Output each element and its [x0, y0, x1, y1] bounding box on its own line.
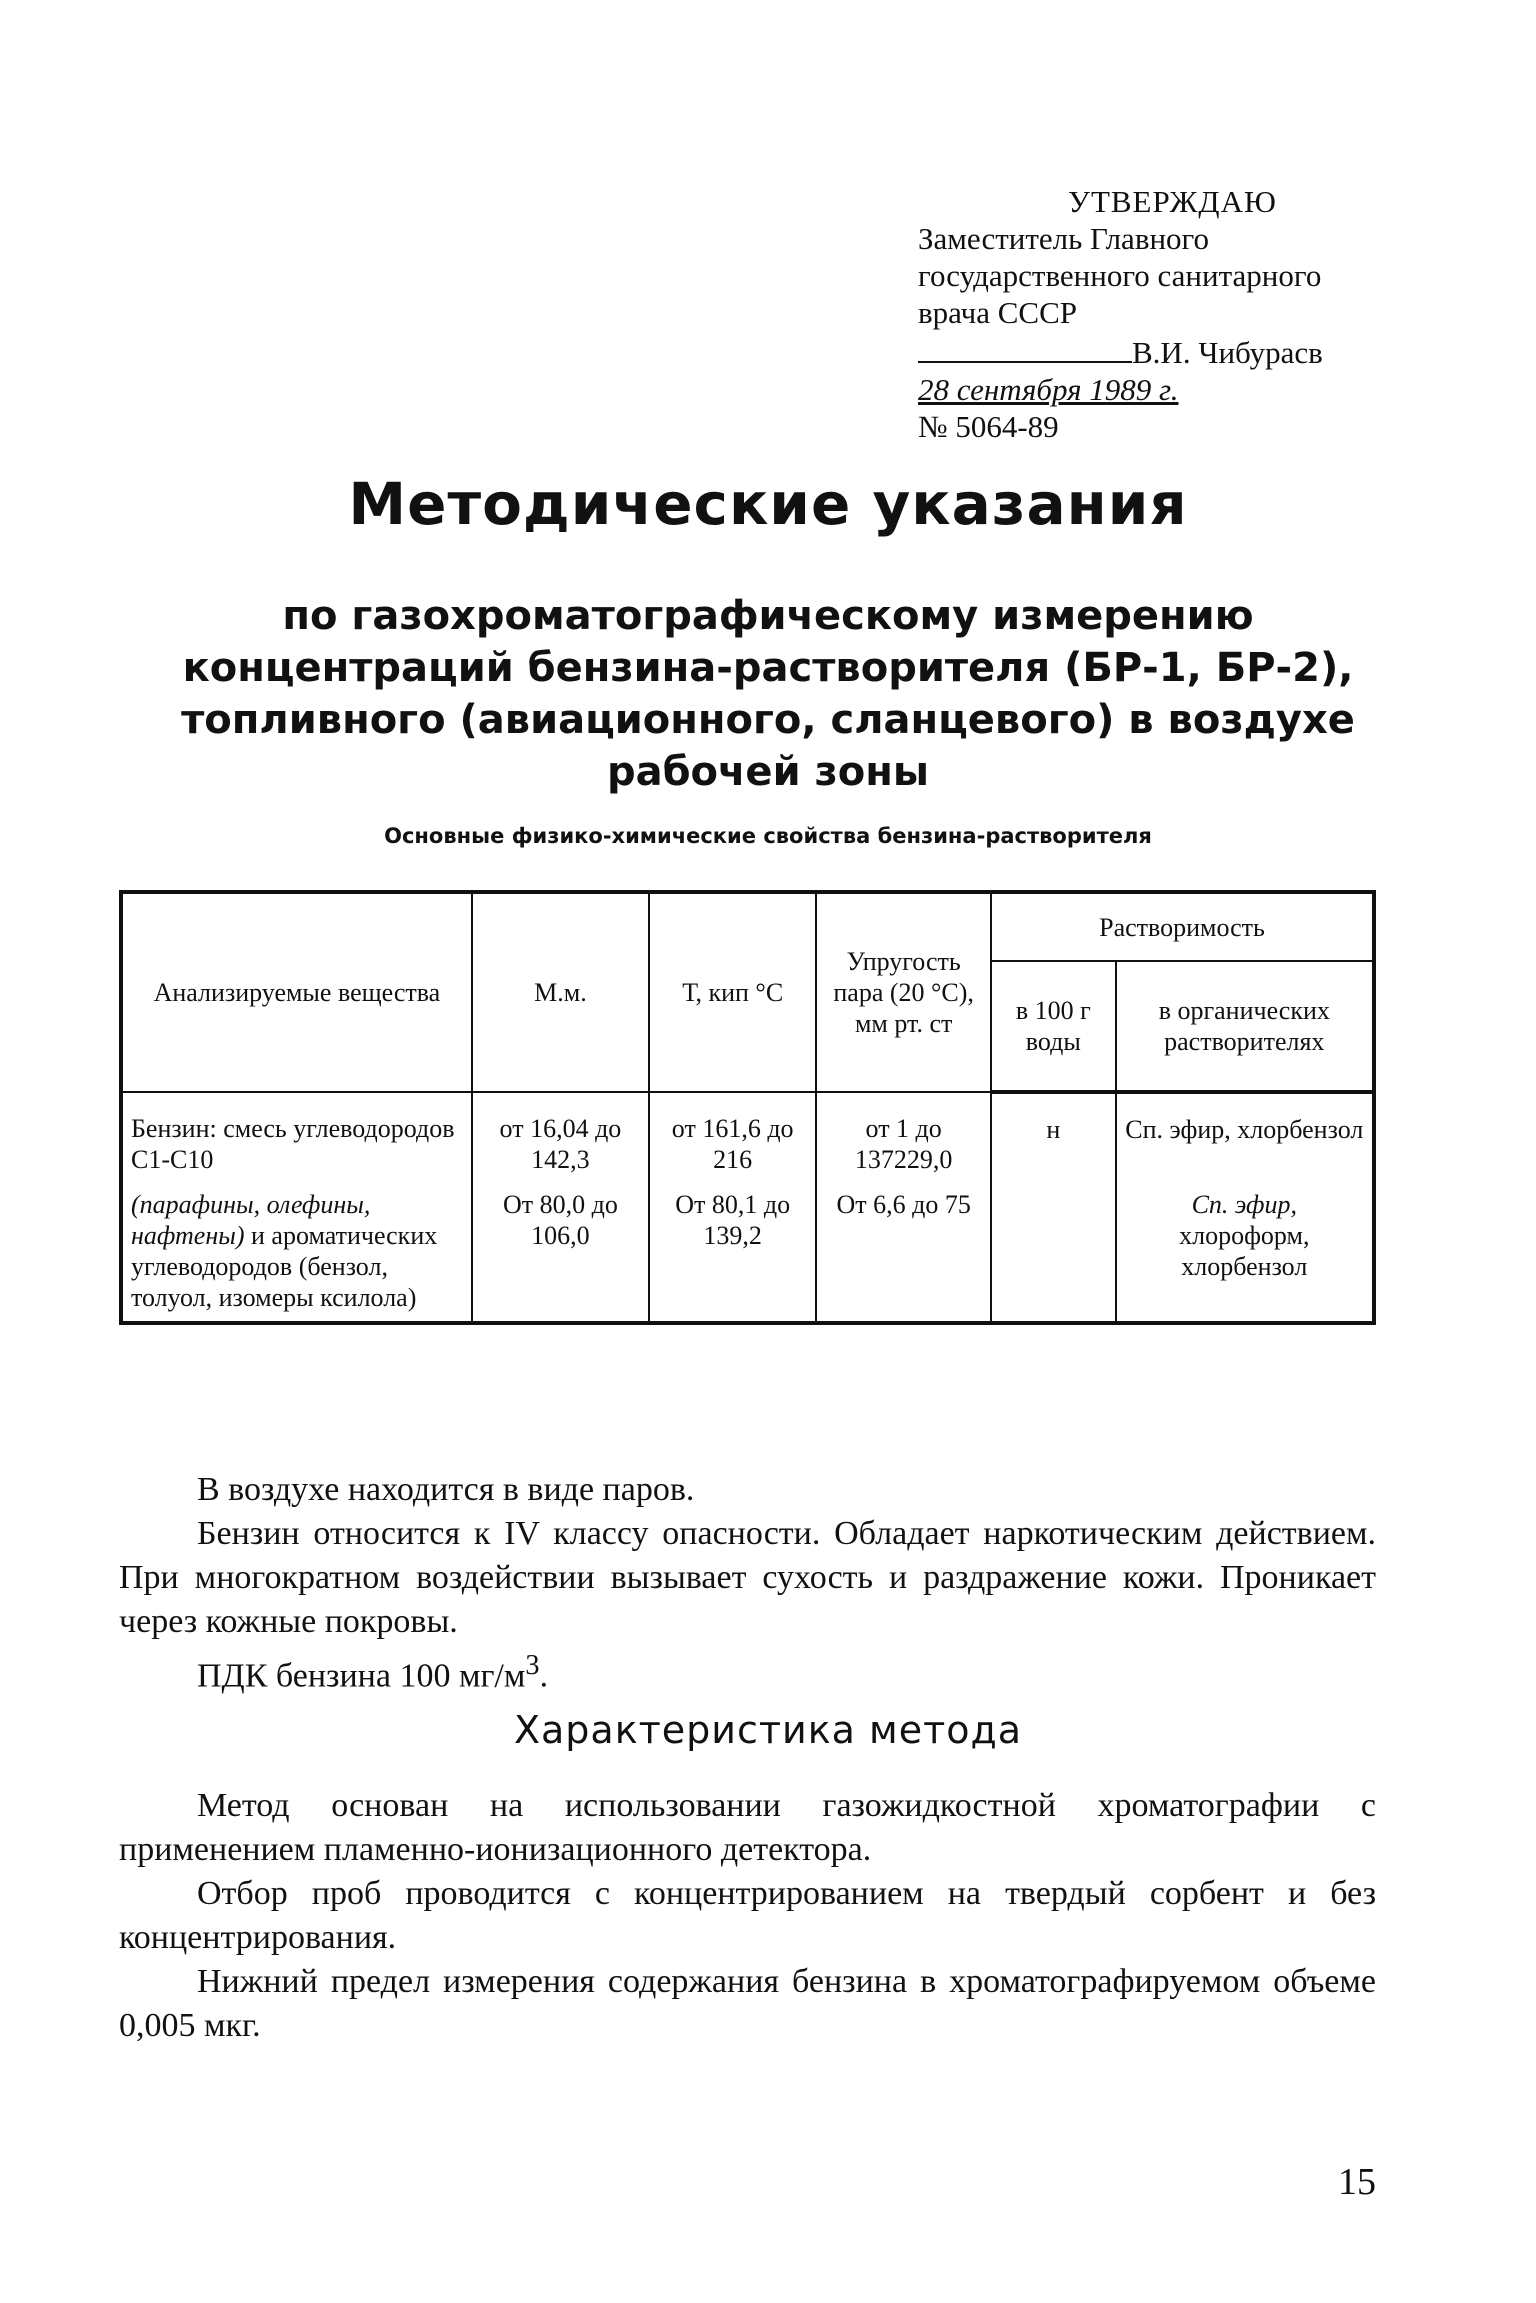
approval-number: № 5064-89 — [918, 409, 1059, 444]
cell-sol-org: Сп. эфир, хлорбензол — [1116, 1092, 1374, 1179]
cell-substance-rest: и ароматических углеводородов (бензол, толуол, изомеры ксилола) — [131, 1221, 438, 1312]
pdk-superscript: 3 — [525, 1650, 540, 1681]
approval-position-line3: врача СССР — [918, 295, 1078, 330]
page-number: 15 — [1338, 2161, 1376, 2203]
header-solubility: Растворимость — [991, 892, 1374, 961]
properties-table — [119, 890, 1376, 1325]
document-title: Методические указания — [348, 470, 1188, 538]
cell-sol-water: н — [991, 1092, 1116, 1179]
approval-signature-row — [918, 331, 1388, 371]
cell-vapor: от 1 до 137229,0 — [816, 1092, 991, 1179]
header-solubility-water: в 100 г воды — [991, 961, 1116, 1092]
table-row — [121, 1179, 1374, 1323]
cell-t-boil: От 80,1 до 139,2 — [649, 1179, 816, 1323]
body-text-method — [119, 1784, 1376, 2048]
cell-substance: Бензин: смесь углеводородов C1-C10 — [121, 1092, 472, 1179]
cell-sol-org-rest: хлороформ, хлорбензол — [1179, 1221, 1310, 1281]
cell-t-boil: от 161,6 до 216 — [649, 1092, 816, 1179]
signature-line — [918, 331, 1132, 363]
cell-sol-org — [1116, 1179, 1374, 1323]
approval-block — [918, 183, 1388, 445]
body-text-intro — [119, 1468, 1376, 1698]
header-vapor-pressure: Упругость пара (20 °С), мм рт. ст — [816, 892, 991, 1092]
cell-vapor: От 6,6 до 75 — [816, 1179, 991, 1323]
approval-position-line2: государственного санитарного — [918, 258, 1322, 293]
paragraph — [119, 1644, 1376, 1698]
pdk-text: ПДК бензина 100 мг/м — [197, 1657, 526, 1695]
approval-signer: В.И. Чибурасв — [1132, 335, 1323, 370]
cell-substance-italic: (парафины, олефины, нафтены) — [131, 1190, 371, 1250]
cell-mm: От 80,0 до 106,0 — [472, 1179, 649, 1323]
pdk-end: . — [539, 1657, 549, 1695]
approval-heading: УТВЕРЖДАЮ — [1068, 184, 1277, 219]
header-t-boil: Т, кип °С — [649, 892, 816, 1092]
cell-sol-water — [991, 1179, 1116, 1323]
header-substance: Анализируемые вещества — [121, 892, 472, 1092]
cell-mm: от 16,04 до 142,3 — [472, 1092, 649, 1179]
cell-substance — [121, 1179, 472, 1323]
approval-date: 28 сентября 1989 г. — [918, 372, 1179, 407]
paragraph: Метод основан на использовании газожидкостной хроматографии с применением пламенно-ионизационного детектора. — [119, 1787, 1376, 1868]
table-caption: Основные физико-химические свойства бензина-растворителя — [384, 824, 1152, 848]
paragraph: Бензин относится к IV классу опасности. Обладает наркотическим действием. При многократном воздействии вызывает сухость и раздражение кожи. Проникает через кожные покровы. — [119, 1515, 1376, 1640]
approval-position-line1: Заместитель Главного — [918, 221, 1209, 256]
header-mm: М.м. — [472, 892, 649, 1092]
paragraph: Нижний предел измерения содержания бензина в хроматографируемом объеме 0,005 мкг. — [119, 1963, 1376, 2044]
paragraph: В воздухе находится в виде паров. — [197, 1471, 695, 1508]
paragraph: Отбор проб проводится с концентрированием на твердый сорбент и без концентрирования. — [119, 1875, 1376, 1956]
header-solubility-organic: в органических растворителях — [1116, 961, 1374, 1092]
section-heading: Характеристика метода — [513, 1708, 1023, 1752]
document-subtitle: по газохроматографическому измерению концентраций бензина-растворителя (БР-1, БР-2), топливного (авиационного, сланцевого) в воздухе рабочей зоны — [181, 593, 1355, 795]
table-row — [121, 1092, 1374, 1179]
cell-sol-org-italic: Сп. эфир, — [1191, 1190, 1297, 1219]
